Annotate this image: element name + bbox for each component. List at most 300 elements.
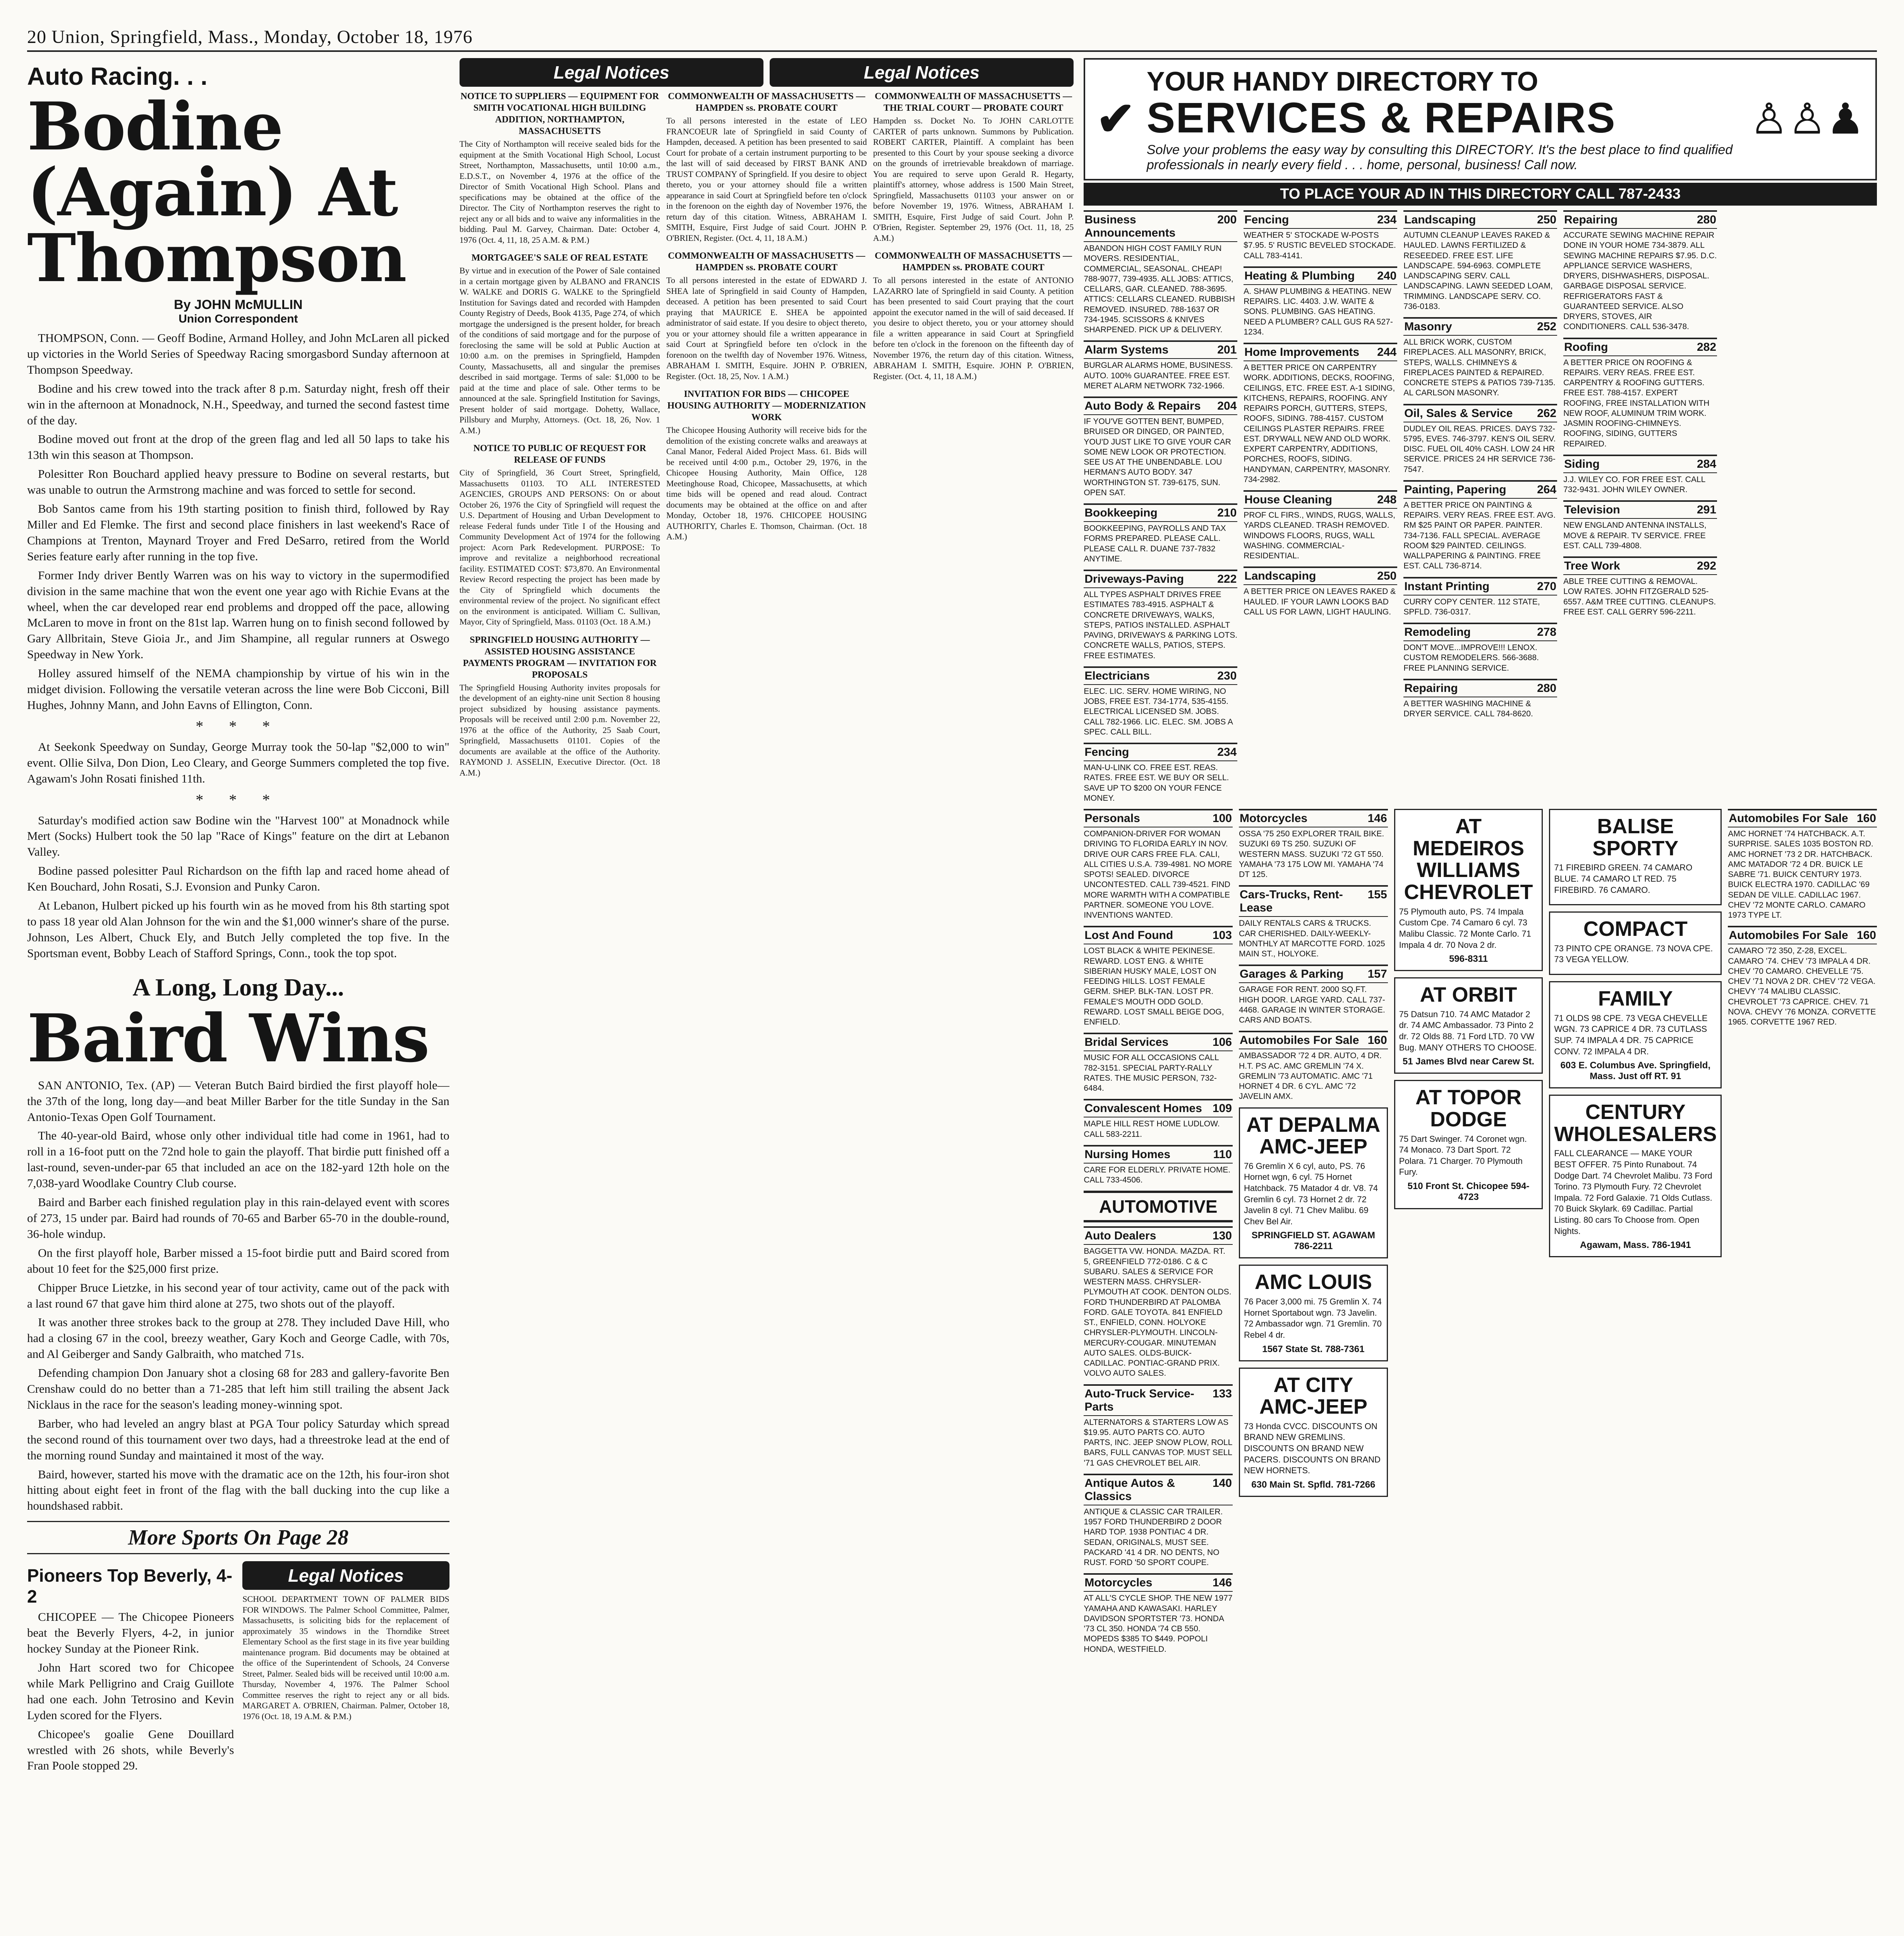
category-listings: COMPANION-DRIVER FOR WOMAN DRIVING TO FLORIDA EARLY IN NOV. DRIVE OUR CARS FREE FLA. CALI, ALL CITIES U.S.A. 739-4981. NO MORE SPOTS! SEALED. DIVORCE UNCONTESTED. CALL 739-4521. FIND MORE WARMTH WITH A COMPATIBLE PARTNER. SOMEONE YOU LOVE. INVENTIONS WANTED. [1084, 829, 1232, 920]
category-listings: ANTIQUE & CLASSIC CAR TRAILER. 1957 FORD THUNDERBIRD 2 DOOR HARD TOP. 1938 PONTIAC 4 DR. SEDAN, ORIGINALS, MUST SEE. PACKARD '41 4 DR. NO DENTS, NO RUST. FORD '50 SPORT COUPE. [1084, 1507, 1223, 1567]
legal-banners [460, 58, 1074, 91]
dealer-address: 596-8311 [1449, 954, 1488, 965]
category-name: Heating & Plumbing [1244, 269, 1355, 282]
classified-subcolumn [1403, 210, 1557, 809]
article-paragraph: Bodine and his crew towed into the track after 8 p.m. Saturday night, fresh off their win in the afternoon at Monadnock, N.H., Speedway, and turned the second fastest time of the day. [27, 381, 449, 427]
category-number: 106 [1212, 1036, 1232, 1049]
notice-title: COMMONWEALTH OF MASSACHUSETTS — HAMPDEN ss. PROBATE COURT [668, 91, 865, 113]
dealer-ad [1549, 911, 1722, 975]
directory-title-line1: YOUR HANDY DIRECTORY TO [1146, 66, 1539, 96]
classified-category [1244, 210, 1397, 261]
category-name: Auto Dealers [1084, 1229, 1156, 1243]
article-paragraph: CHICOPEE — The Chicopee Pioneers beat the Beverly Flyers, 4-2, in junior hockey Sunday at the Pioneer Rink. [27, 1610, 234, 1656]
category-name: Repairing [1404, 681, 1458, 695]
article-paragraph: John Hart scored two for Chicopee while Mark Pelligrino and Craig Guillote had one each. John Tetrosino and Kevin Lyden scored for the Flyers. [27, 1661, 234, 1722]
category-header [1084, 503, 1237, 522]
category-number: 155 [1367, 888, 1387, 901]
legal-notice [666, 388, 867, 542]
legal-notice [460, 634, 660, 778]
classified-category [1239, 885, 1388, 959]
golf-article [27, 1078, 449, 1514]
classified-category [1403, 577, 1557, 618]
dealer-name: FAMILY [1598, 987, 1673, 1011]
category-number: 282 [1697, 340, 1717, 354]
category-name: Motorcycles [1084, 1576, 1153, 1589]
legal-notices-banner: Legal Notices [242, 1561, 449, 1590]
classified-category [1563, 210, 1717, 332]
article-paragraph: Chicopee's goalie Gene Douillard wrestled with 26 shots, while Beverly's Fran Poole stopped 29. [27, 1727, 234, 1773]
racing-article [27, 330, 449, 961]
dealer-address: Agawam, Mass. 786-1941 [1580, 1240, 1691, 1251]
classified-category [1244, 343, 1397, 485]
category-name: Painting, Papering [1404, 483, 1506, 496]
category-header [1403, 577, 1557, 596]
auto-grid [1084, 809, 1877, 1660]
classified-category [1084, 1384, 1233, 1468]
article-paragraph: THOMPSON, Conn. — Geoff Bodine, Armand Holley, and John McLaren all picked up victories in the World Series of Speedway Racing smorgasbord Sunday afternoon at Thompson Speedway. [27, 331, 449, 376]
category-listings: PROF CL FIRS., WINDS, RUGS, WALLS, YARDS CLEANED. TRASH REMOVED. WINDOWS FLOORS, RUGS, WALL WASHING. COMMERCIAL-RESIDENTIAL. [1244, 511, 1395, 560]
automotive-section-header: AUTOMOTIVE [1084, 1191, 1233, 1222]
dealer-ad [1549, 1095, 1722, 1257]
dealer-listings: 71 FIREBIRD GREEN. 74 CAMARO BLUE. 74 CAMARO LT RED. 75 FIREBIRD. 76 CAMARO. [1554, 863, 1693, 895]
category-header [1728, 926, 1877, 944]
category-name: Siding [1564, 457, 1600, 470]
directory-subtitle: Solve your problems the easy way by consulting this DIRECTORY. It's the best place to find qualified professionals in nearly every field . . . home, personal, business! Call now. [1146, 142, 1733, 172]
classified-category [1563, 455, 1717, 495]
category-number: 100 [1212, 812, 1232, 825]
services-directory-header [1084, 58, 1877, 180]
category-name: Driveways-Paving [1084, 573, 1184, 585]
category-name: Automobiles For Sale [1729, 812, 1848, 825]
notice-title: INVITATION FOR BIDS — CHICOPEE HOUSING AUTHORITY — MODERNIZATION WORK [667, 389, 866, 422]
category-listings: LOST BLACK & WHITE PEKINESE. REWARD. LOST ENG. & WHITE SIBERIAN HUSKY MALE, LOST ON FEEDING HILLS. LOST FEMALE GERM. SHEP. BLK-TAN. LOST PR. FEMALE'S MOUTH ODD GOLD. REWARD. LOST SMALL BEIGE DOG, ENFIELD. [1084, 946, 1224, 1026]
category-listings: MUSIC FOR ALL OCCASIONS CALL 782-3151. SPECIAL PARTY-RALLY RATES. THE MUSIC PERSON, 732-6484. [1084, 1053, 1219, 1093]
category-listings: OSSA '75 250 EXPLORER TRAIL BIKE. SUZUKI 69 TS 250. SUZUKI OF WESTERN MASS. SUZUKI '72 GT 550. YAMAHA '73 175 LOW MI. YAMAHA '74 DT 125. [1239, 829, 1384, 879]
dealer-ad [1394, 1080, 1543, 1209]
dealer-listings: 76 Gremlin X 6 cyl, auto, PS. 76 Hornet wgn, 6 cyl. 75 Hornet Hatchback. 75 Matador 4 dr. V8. 74 Gremlin 6 cyl. 73 Hornet 2 dr. 72 Javelin 8 cyl. 71 Chev Malibu. 69 Chev Bel Air. [1244, 1161, 1378, 1226]
category-name: Motorcycles [1240, 812, 1308, 825]
classified-category [1084, 210, 1237, 335]
category-name: Automobiles For Sale [1729, 929, 1848, 942]
byline: By JOHN McMULLIN [174, 297, 303, 312]
dealer-name: AT ORBIT [1420, 983, 1517, 1007]
article-paragraph: At Seekonk Speedway on Sunday, George Murray took the 50-lap "$2,000 to win" event. Ollie Silva, Don Dion, Leo Cleary, and George Summers completed the top five. Agawam's John Rosati finished 11th. [27, 740, 449, 785]
dealer-address: 630 Main St. Spfld. 781-7266 [1251, 1479, 1376, 1490]
category-number: 130 [1212, 1229, 1232, 1243]
category-name: Fencing [1084, 746, 1129, 759]
category-header [1084, 1226, 1233, 1245]
category-name: Landscaping [1404, 213, 1476, 226]
category-name: Fencing [1244, 213, 1289, 226]
classified-category [1728, 809, 1877, 920]
category-number: 204 [1217, 400, 1237, 412]
dealer-name: AT TOPOR DODGE [1415, 1086, 1521, 1131]
category-name: Personals [1084, 812, 1140, 825]
category-header [1239, 885, 1388, 917]
category-header [1563, 556, 1717, 575]
category-header [1084, 926, 1233, 944]
directory-phone-bar: TO PLACE YOUR AD IN THIS DIRECTORY CALL 787-2433 [1084, 183, 1877, 206]
legal-notices-grid [460, 91, 1074, 785]
dealer-ad [1549, 981, 1722, 1088]
notice-body: To all persons interested in the estate of LEO FRANCOEUR late of Springfield in said County of Hampden, deceased. A petition has been presented to said Court for probate of a certain instrument purporting to be the last will of said deceased by FIRST BANK AND TRUST COMPANY of Springfield. If you desire to object thereto, you or your attorney should file a written appearance in said Court at Springfield before ten o'clock in the forenoon on the eighth day of November 1976, the return day of this citation. Witness, ABRAHAM I. SMITH, Esquire, First Judge of said Court. JOHN P. O'BRIEN, Register. (Oct. 4, 11, 18 A.M.) [666, 116, 867, 243]
category-number: 200 [1217, 213, 1237, 226]
category-number: 248 [1377, 493, 1397, 506]
category-name: Automobiles For Sale [1240, 1034, 1359, 1047]
classified-category [1239, 1031, 1388, 1102]
dealer-name: CENTURY WHOLESALERS [1554, 1100, 1717, 1146]
category-number: 280 [1697, 213, 1717, 226]
classified-category [1403, 317, 1557, 398]
classified-subcolumn [1084, 210, 1237, 809]
category-number: 157 [1367, 968, 1387, 981]
baird-headline: Baird Wins [27, 999, 429, 1077]
classified-category [1084, 570, 1237, 661]
sports-column [27, 58, 449, 1936]
legal-notice [873, 91, 1074, 243]
dealer-listings: 73 PINTO CPE ORANGE. 73 NOVA CPE. 73 VEGA YELLOW. [1554, 943, 1713, 965]
category-number: 160 [1856, 812, 1876, 825]
category-header [1084, 396, 1237, 415]
services-grid [1084, 210, 1877, 809]
dealer-ad [1394, 977, 1543, 1074]
classified-category [1563, 556, 1717, 617]
article-paragraph: Baird and Barber each finished regulation play in this rain-delayed event with scores of 273, 15 under par. Baird had rounds of 70-65 and Barber 65-70 in the double-round, 36-hole windup. [27, 1195, 449, 1241]
notice-body: The City of Northampton will receive sealed bids for the equipment at the Smith Vocational High School, Locust Street, Northampton, Massachusetts, until 10:00 a.m., E.D.S.T., on November 4, 1976 at the office of the Director of Smith Vocational High School. Plans and specifications may be obtained at the office of the Director. The City of Northampton reserves the right to reject any or all bids and to waive any informalities in the bidding. Paul M. Garvey, Chairman. Date: October 4, 1976 (Oct. 4, 11, 18, 25 A.M. & P.M.) [459, 139, 660, 245]
classified-subcolumn [1244, 210, 1397, 809]
legal-subcolumn [460, 91, 660, 785]
category-name: Garages & Parking [1240, 968, 1344, 981]
family-figures-icon: ♙♙♟ [1750, 96, 1865, 143]
article-paragraph: It was another three strokes back to the group at 278. They included Dave Hill, who had a closing 67 in the cool, breezy weather, Gary Koch and George Cadle, with 70s, and Al Geiberger and Sandy Galbraith, who matched 71s. [27, 1315, 449, 1361]
notice-title: COMMONWEALTH OF MASSACHUSETTS — HAMPDEN ss. PROBATE COURT [875, 251, 1072, 273]
category-header [1244, 266, 1397, 285]
category-number: 292 [1697, 560, 1717, 572]
dealer-ad [1239, 1265, 1388, 1361]
legal-notice-text: SCHOOL DEPARTMENT TOWN OF PALMER BIDS FOR WINDOWS. The Palmer School Committee, Palmer, Massachusetts, is soliciting bids for the replacement of approximately 35 windows in the Thorndike Street Elementary School as the first stage in its five year building maintenance program. Bid documents may be obtained at the office of the Superintendent of Schools, 24 Converse Street, Palmer. Sealed bids will be received until 10:00 a.m. Thursday, November 4, 1976. The Palmer School Committee reserves the right to reject any or all bids. MARGARET A. O'BRIEN, Chairman. Palmer, October 18, 1976 (Oct. 18, 19 A.M. & P.M.) [242, 1594, 449, 1721]
classified-category [1239, 809, 1388, 880]
dealer-listings: 75 Dart Swinger. 74 Coronet wgn. 74 Monaco. 73 Dart Sport. 72 Polara. 71 Charger. 70 Plymouth Fury. [1399, 1134, 1527, 1177]
notice-body: By virtue and in execution of the Power of Sale contained in a certain mortgage given by ALBANO and FRANCIS W. WALKE and DORIS G. WALKE to the Springfield Institution for Savings dated and recorded with Hampden County Registry of Deeds, Book 4135, Page 274, of which mortgage the undersigned is the present holder, for breach of the conditions of said mortgage and for the purpose of foreclosing the same will be sold at Public Auction at 10:00 a.m. on the premises in Springfield, Hampden County, Massachusetts, all and singular the premises described in said mortgage. Terms of sale: $1,000 to be paid at the time and place of sale. Other terms to be announced at the sale. Springfield Institution for Savings, Present holder of said mortgage. Dohetty, Wallace, Pillsbury and Murphy, Attorneys. (Oct. 18, 26, Nov. 1 A.M.) [459, 266, 660, 435]
legal-notice [873, 250, 1074, 381]
category-listings: BURGLAR ALARMS HOME, BUSINESS. AUTO. 100% GUARANTEE. FREE EST. MERET ALARM NETWORK 732-1966. [1084, 361, 1233, 390]
dealer-name: COMPACT [1583, 917, 1688, 941]
classified-category [1084, 503, 1237, 564]
dealer-address: SPRINGFIELD ST. AGAWAM 786-2211 [1251, 1230, 1375, 1252]
legal-notice [460, 91, 660, 245]
checkmark-icon: ✔ [1096, 93, 1135, 145]
classified-category [1084, 743, 1237, 803]
category-header [1084, 743, 1237, 761]
category-number: 103 [1212, 929, 1232, 942]
category-header [1244, 490, 1397, 509]
classified-category [1403, 480, 1557, 572]
dealer-ad [1239, 1368, 1388, 1497]
category-listings: MAN-U-LINK CO. FREE EST. REAS. RATES. FREE EST. WE BUY OR SELL. SAVE UP TO $200 ON YOUR FENCE MONEY. [1084, 763, 1229, 803]
auto-subcolumn [1239, 809, 1388, 1660]
notice-body: To all persons interested in the estate of ANTONIO LAZARRO late of Springfield in said County. A petition has been presented to said Court praying that the court appoint the executor named in the will of said deceased. If you desire to object thereto, you or your attorney should file a written appearance in said Court at Springfield before ten o'clock in the forenoon on the fifteenth day of November 1976, the return day of this citation. Witness, ABRAHAM I. SMITH, Esquire. JOHN P. O'BRIEN, Register. (Oct. 4, 11, 18 A.M.) [873, 275, 1074, 381]
dealer-ad [1239, 1107, 1388, 1259]
category-number: 110 [1213, 1148, 1232, 1161]
category-name: Instant Printing [1404, 580, 1490, 593]
category-listings: CURRY COPY CENTER. 112 STATE, SPFLD. 736-0317. [1403, 597, 1540, 616]
article-paragraph: At Lebanon, Hulbert picked up his fourth win as he moved from his 8th starting spot to pass 18 year old Alan Johnson for the win and the $1,000 winner's share of the purse. Johnson, Les Albert, Chuck Ely, and Butch Jelly completed the top five. In the Sportsman event, Bobby Leach of Stafford Springs, Conn., took the top spot. [27, 899, 449, 960]
notice-title: NOTICE TO PUBLIC OF REQUEST FOR RELEASE OF FUNDS [473, 443, 647, 465]
auto-racing-kicker: Auto Racing. . . [27, 62, 208, 90]
classified-category [1403, 679, 1557, 719]
classified-category [1403, 404, 1557, 475]
auto-subcolumn [1549, 809, 1722, 1660]
classified-category [1084, 1099, 1233, 1140]
category-listings: BAGGETTA VW. HONDA. MAZDA. RT. 5, GREENFIELD 772-0186. C & C SUBARU. SALES & SERVICE FOR WESTERN MASS. CHRYSLER-PLYMOUTH AT COOK. DENTON OLDS. FORD THUNDERBIRD AT PALOMBA FORD. GALE TOYOTA. 841 ENFIELD ST., ENFIELD, CONN. HOLYOKE CHRYSLER-PLYMOUTH. LINCOLN-MERCURY-COUGAR. MINUTEMAN AUTO SALES. OLDS-BUICK-CADILLAC. PONTIAC-GRAND PRIX. VOLVO AUTO SALES. [1084, 1247, 1232, 1378]
category-name: Oil, Sales & Service [1404, 407, 1513, 420]
category-listings: A BETTER PRICE ON CARPENTRY WORK. ADDITIONS, DECKS, ROOFING, CEILINGS, ETC. FREE EST. A-1 SIDING, KITCHENS, REPAIRS, ROOFING. ANY REPAIRS PORCH, GUTTERS, STEPS, ROOFS, SIDING. 788-4157. CUSTOM CEILINGS PLASTER REPAIRS. FREE EST. DRYWALL NEW AND OLD WORK. EXPERT CARPENTRY, ADDITIONS, PORCHES, ROOFS, SIDING. HANDYMAN, CARPENTRY, MASONRY. 734-2982. [1244, 363, 1395, 484]
category-header [1084, 210, 1237, 242]
article-paragraph: On the first playoff hole, Barber missed a 15-foot birdie putt and Baird scored from about 10 feet for the $25,000 first prize. [27, 1246, 449, 1275]
category-name: Convalescent Homes [1084, 1102, 1202, 1115]
auto-subcolumn [1084, 809, 1233, 1660]
category-name: Television [1564, 503, 1620, 517]
article-paragraph: Chipper Bruce Lietzke, in his second year of tour activity, came out of the pack with a last round 67 that gave him third alone at 275, two shots out of the playoff. [27, 1280, 449, 1310]
category-header [1728, 809, 1877, 827]
page-columns [27, 58, 1877, 1936]
legal-notice [666, 91, 867, 243]
category-number: 146 [1212, 1576, 1232, 1589]
dealer-name: AMC LOUIS [1254, 1270, 1372, 1294]
category-number: 244 [1377, 346, 1397, 359]
category-name: Tree Work [1564, 560, 1620, 572]
classified-category [1084, 340, 1237, 391]
article-paragraph: The 40-year-old Baird, whose only other individual title had come in 1961, had to roll in a 16-foot putt on the 72nd hole to gain the playoff. That birdie putt finished off a last-round, seven-under-par 65 that included an ace on the 182-yard 12th hole on the 7,038-yard Woodlake Country Club course. [27, 1129, 449, 1190]
section-stars: * * * [196, 717, 281, 735]
classified-category [1084, 1226, 1233, 1378]
category-number: 109 [1212, 1102, 1232, 1115]
dealer-listings: 75 Datsun 710. 74 AMC Matador 2 dr. 74 AMC Ambassador. 73 Pinto 2 dr. 72 Olds 88. 71 Ford LTD. 70 VW Bug. MANY OTHERS TO CHOOSE. [1399, 1009, 1537, 1052]
category-listings: AMC HORNET '74 HATCHBACK. A.T. SURPRISE. SALES 1035 BOSTON RD. AMC HORNET '73 2 DR. HATCHBACK. AMC MATADOR '72 4 DR. BUICK LE SABRE '71. BUICK CENTURY 1973. BUICK ELECTRA 1970. CADILLAC '69 SEDAN DE VILLE. CADILLAC 1967. CHEV '72 MONTE CARLO. CAMARO 1973 TYPE LT. [1728, 829, 1873, 920]
category-listings: DAILY RENTALS CARS & TRUCKS. CAR CHERISHED. DAILY-WEEKLY-MONTHLY AT MARCOTTE FORD. 1025 MAIN ST., HOLYOKE. [1239, 919, 1385, 958]
classified-category [1244, 490, 1397, 561]
article-paragraph: Polesitter Ron Bouchard applied heavy pressure to Bodine on several restarts, but was unable to outrun the Armstrong machine and was forced to settle for second. [27, 467, 449, 497]
category-header [1403, 480, 1557, 499]
category-name: House Cleaning [1244, 493, 1332, 506]
classified-category [1244, 266, 1397, 337]
section-stars: * * * [196, 791, 281, 808]
article-paragraph: SAN ANTONIO, Tex. (AP) — Veteran Butch Baird birdied the first playoff hole—the 37th of the long, long day—and beat Miller Barber for the title Sunday in the San Antonio-Texas Open Golf Tournament. [27, 1078, 449, 1124]
category-header [1084, 1384, 1233, 1416]
category-header [1563, 455, 1717, 473]
category-number: 160 [1856, 929, 1876, 942]
category-header [1244, 566, 1397, 585]
pioneers-article [27, 1561, 234, 1777]
category-number: 240 [1377, 269, 1397, 282]
legal-notice-box [242, 1561, 449, 1777]
classified-subcolumn [1723, 210, 1877, 809]
legal-notices-banner: Legal Notices [770, 58, 1074, 87]
dealer-listings: FALL CLEARANCE — MAKE YOUR BEST OFFER. 75 Pinto Runabout. 74 Dodge Dart. 74 Chevrolet Malibu. 73 Ford Torino. 73 Plymouth Fury. 72 Chevrolet Impala. 72 Ford Galaxie. 71 Olds Cutlass. 70 Buick Skylark. 69 Cadillac. Partial Listing. 80 cars To Choose from. Open Nights. [1554, 1148, 1712, 1236]
category-listings: AUTUMN CLEANUP LEAVES RAKED & HAULED. LAWNS FERTILIZED & RESEEDED. FREE EST. LIFE LANDSCAPE. 594-6963. COMPLETE LANDSCAPING SERV. CALL LANDSCAPING. LAWN SEEDED LOAM, TRIMMING. LANDSCAPE SERV. CO. 736-0183. [1403, 231, 1553, 311]
classified-category [1084, 1033, 1233, 1093]
article-paragraph: Barber, who had leveled an angry blast at PGA Tour policy Saturday which spread the second round of this tournament over two days, had a threestroke lead at the end of the morning round Sunday and maintained it most of the way. [27, 1416, 449, 1462]
dealer-ad [1394, 809, 1543, 971]
dealer-name: AT MEDEIROS WILLIAMS CHEVROLET [1404, 815, 1533, 904]
article-paragraph: Holley assured himself of the NEMA championship by virtue of his win in the midget division. Following the versatile veteran across the line were Bob Cicconi, Bill Hughes, Johnny Mann, and John Eavns of Ellington, Conn. [27, 666, 449, 712]
notice-title: COMMONWEALTH OF MASSACHUSETTS — HAMPDEN ss. PROBATE COURT [668, 251, 865, 273]
category-listings: ABANDON HIGH COST FAMILY RUN MOVERS. RESIDENTIAL, COMMERCIAL, SEASONAL. CHEAP! 788-9077, 739-4935. ALL JOBS: ATTICS, CELLARS, GAR. CLEANED. 788-3695. ATTICS: CELLARS CLEANED. RUBBISH REMOVED. INSURED. 788-1637 OR 734-1945. SCISSORS & KNIVES SHARPENED. PICK UP & DELIVERY. [1084, 244, 1235, 334]
category-number: 252 [1537, 320, 1557, 333]
category-listings: ALL BRICK WORK, CUSTOM FIREPLACES. ALL MASONRY, BRICK, STEPS, WALLS. CHIMNEYS & FIREPLACES PAINTED & REPAIRED. CONCRETE STEPS & PATIOS 739-7135. AL CARLSON MASONRY. [1403, 338, 1556, 398]
dealer-address: 603 E. Columbus Ave. Springfield, Mass. Just off RT. 91 [1560, 1060, 1711, 1082]
category-header [1084, 570, 1237, 588]
category-header [1084, 1145, 1233, 1164]
category-listings: A BETTER PRICE ON LEAVES RAKED & HAULED. IF YOUR LAWN LOOKS BAD CALL US FOR LAWN, LIGHT HAULING. [1244, 587, 1396, 616]
dealer-name: AT DEPALMA AMC-JEEP [1246, 1113, 1381, 1159]
legal-notice [460, 252, 660, 436]
classified-category [1084, 666, 1237, 737]
category-header [1403, 679, 1557, 697]
category-number: 210 [1217, 506, 1237, 519]
classified-category [1084, 396, 1237, 498]
category-listings: ELEC. LIC. SERV. HOME WIRING, NO JOBS, FREE EST. 734-1774, 535-4155. ELECTRICAL LICENSED SM. JOBS. CALL 782-1966. LIC. ELEC. SM. JOBS A SPEC. CALL BILL. [1084, 687, 1233, 736]
classified-category [1239, 965, 1388, 1025]
classified-category [1084, 1145, 1233, 1186]
dealer-address: 51 James Blvd near Carew St. [1402, 1056, 1535, 1067]
category-header [1239, 809, 1388, 827]
category-listings: MAPLE HILL REST HOME LUDLOW. CALL 583-2211. [1084, 1119, 1220, 1139]
category-number: 234 [1377, 213, 1397, 226]
category-number: 250 [1377, 570, 1397, 583]
dealer-address: 510 Front St. Chicopee 594-4723 [1407, 1181, 1530, 1202]
notice-body: City of Springfield, 36 Court Street, Springfield, Massachusetts 01103. TO ALL INTERESTED AGENCIES, GROUPS AND PERSONS: On or about October 26, 1976 the City of Springfield will request the U.S. Department of Housing and Urban Development to release Federal funds under Title I of the Housing and Community Development Act of 1974 for the following project: Acorn Park Redevelopment. PURPOSE: To improve and revitalize a neighborhood recreational facility. ESTIMATED COST: $73,870. An Environmental Review Record respecting the project has been made by the City of Springfield which documents the environmental review of the project. No significant effect on the environment is anticipated. William C. Sullivan, Mayor, City of Springfield, Mass. 01103 (Oct. 18 A.M.) [459, 468, 660, 626]
classified-category [1084, 926, 1233, 1027]
category-header [1084, 666, 1237, 685]
category-name: Alarm Systems [1084, 343, 1169, 357]
long-day-headline: A Long, Long Day... [132, 973, 344, 1001]
category-listings: CARE FOR ELDERLY. PRIVATE HOME. CALL 733-4506. [1084, 1165, 1231, 1184]
category-number: 140 [1212, 1476, 1232, 1490]
classified-category [1084, 1474, 1233, 1568]
classified-category [1563, 500, 1717, 551]
article-paragraph: Bodine passed polesitter Paul Richardson on the fifth lap and raced home ahead of Ken Bouchard, John Rosati, S.J. Evonsion and Punky Caron. [27, 864, 449, 894]
category-listings: NEW ENGLAND ANTENNA INSTALLS, MOVE & REPAIR. TV SERVICE. FREE EST. CALL 739-4808. [1563, 521, 1707, 550]
category-header [1239, 1031, 1388, 1049]
more-sports-link: More Sports On Page 28 [27, 1521, 449, 1554]
category-name: Auto Body & Repairs [1084, 400, 1201, 412]
auto-subcolumn [1728, 809, 1877, 1660]
legal-subcolumn [873, 91, 1074, 785]
category-number: 264 [1537, 483, 1557, 496]
category-number: 133 [1212, 1387, 1232, 1400]
category-listings: A. SHAW PLUMBING & HEATING. NEW REPAIRS. LIC. 4403. J.W. WAITE & SONS. PLUMBING. GAS HEATING. NEED A PLUMBER? CALL GUS RA 527-1234. [1244, 287, 1393, 336]
category-listings: AT ALL'S CYCLE SHOP. THE NEW 1977 YAMAHA AND KAWASAKI. HARLEY DAVIDSON SPORTSTER '73. HONDA '73 CL 350. HONDA '74 CB 550. MOPEDS $385 TO $449. POPOLI HONDA, WESTFIELD. [1084, 1594, 1233, 1654]
category-listings: WEATHER 5' STOCKADE W-POSTS $7.95. 5' RUSTIC BEVELED STOCKADE. CALL 783-4141. [1244, 231, 1396, 260]
category-number: 230 [1217, 669, 1237, 682]
dealer-listings: 71 OLDS 98 CPE. 73 VEGA CHEVELLE WGN. 73 CAPRICE 4 DR. 73 CUTLASS SUP. 74 IMPALA 4 DR. 75 CAPRICE CONV. 72 IMPALA 4 DR. [1554, 1013, 1708, 1056]
notice-body: To all persons interested in the estate of EDWARD J. SHEA late of Springfield in said County of Hampden, deceased. A petition has been presented to said Court praying that MAURICE E. SHEA be appointed administrator of said estate. If you desire to object thereto, you or your attorney should file a written appearance in said Court at Springfield before ten o'clock in the forenoon on the twelfth day of November 1976. Witness, ABRAHAM I. SMITH, Esquire. JOHN P. O'BRIEN, Register. (Oct. 18, 25, Nov. 1 A.M.) [666, 275, 867, 381]
category-number: 250 [1537, 213, 1557, 226]
classified-subcolumn [1563, 210, 1717, 809]
category-name: Home Improvements [1244, 346, 1360, 359]
category-header [1084, 809, 1233, 827]
category-name: Roofing [1564, 340, 1608, 354]
category-name: Electricians [1084, 669, 1150, 682]
category-listings: A BETTER PRICE ON PAINTING & REPAIRS. VERY REAS. FREE EST. AVG. RM $25 PAINT OR PAPER. PAINTER. 734-7136. FALL SPECIAL. AVERAGE ROOM $29 PAINTED. CEILINGS. WALLPAPERING & PAINTING. FREE EST. CALL 736-8714. [1403, 500, 1556, 571]
category-header [1084, 1033, 1233, 1051]
dealer-listings: 75 Plymouth auto, PS. 74 Impala Custom Cpe. 74 Camaro 6 cyl. 73 Malibu Classic. 72 Monte Carlo. 71 Impala 4 dr. 70 Nova 2 dr. [1399, 906, 1531, 950]
category-header [1244, 343, 1397, 361]
category-header [1563, 500, 1717, 519]
category-number: 234 [1217, 746, 1237, 759]
bodine-headline: Bodine (Again) At Thompson [27, 88, 406, 297]
category-header [1084, 1099, 1233, 1117]
legal-notice [666, 250, 867, 381]
category-name: Repairing [1564, 213, 1618, 226]
classified-category [1728, 926, 1877, 1027]
article-paragraph: Bob Santos came from his 19th starting position to finish third, followed by Ray Miller and Ed Flemke. The first and second place finishers in last weekend's Race of Champions at Trenton, Maynard Troyer and Fred DeSarro, retired from the World Series feature early after running in the top five. [27, 502, 449, 563]
category-header [1403, 210, 1557, 229]
legal-column [460, 58, 1074, 1936]
category-listings: A BETTER PRICE ON ROOFING & REPAIRS. VERY REAS. FREE EST. CARPENTRY & ROOFING GUTTERS. FREE EST. 788-4157. EXPERT ROOFING, FREE INSTALLATION WITH NEW ROOF, ALUMINUM TRIM WORK. JASMIN ROOFING-CHIMNEYS. ROOFING, SIDING, GUTTERS REPAIRED. [1563, 358, 1710, 448]
bottom-split [27, 1561, 449, 1777]
category-header [1403, 623, 1557, 641]
legal-notices-banner: Legal Notices [460, 58, 763, 87]
category-header [1084, 1474, 1233, 1505]
notice-title: NOTICE TO SUPPLIERS — EQUIPMENT FOR SMITH VOCATIONAL HIGH BUILDING ADDITION, NORTHAMPTON, MASSACHUSETTS [460, 91, 659, 136]
category-header [1403, 404, 1557, 422]
category-name: Bridal Services [1084, 1036, 1169, 1049]
category-header [1239, 965, 1388, 983]
category-name: Remodeling [1404, 626, 1471, 638]
category-name: Nursing Homes [1084, 1148, 1171, 1161]
category-number: 270 [1537, 580, 1557, 593]
category-name: Antique Autos & Classics [1084, 1476, 1175, 1503]
category-header [1084, 340, 1237, 359]
category-listings: A BETTER WASHING MACHINE & DRYER SERVICE. CALL 784-8620. [1403, 699, 1533, 718]
auto-subcolumn [1394, 809, 1543, 1660]
legal-subcolumn [666, 91, 867, 785]
category-name: Cars-Trucks, Rent-Lease [1240, 888, 1343, 915]
category-listings: J.J. WILEY CO. FOR FREE EST. CALL 732-9431. JOHN WILEY OWNER. [1563, 475, 1705, 494]
category-number: 146 [1367, 812, 1387, 825]
category-listings: ALL TYPES ASPHALT DRIVES FREE ESTIMATES 783-4915. ASPHALT & CONCRETE DRIVEWAYS, WALKS, STEPS, PATIOS INSTALLED. ASPHALT PAVING, DRIVEWAYS & PARKING LOTS. CONCRETE WALLS, PATIOS, STEPS. FREE ESTIMATES. [1084, 590, 1238, 660]
dealer-address: 1567 State St. 788-7361 [1262, 1344, 1365, 1354]
pioneers-headline: Pioneers Top Beverly, 4-2 [27, 1565, 233, 1607]
category-name: Business Announcements [1084, 213, 1176, 239]
category-listings: DUDLEY OIL REAS. PRICES. DAYS 732-5795, EVES. 746-3797. KEN'S OIL SERV. DISC. FUEL OIL 40% CASH. LOW 24 HR SERVICE. PRICES 24 HR SERVICE 736-7547. [1403, 424, 1556, 474]
dealer-ad [1549, 809, 1722, 905]
byline-role: Union Correspondent [178, 312, 298, 325]
category-number: 262 [1537, 407, 1557, 420]
category-header [1084, 1573, 1233, 1592]
category-listings: IF YOU'VE GOTTEN BENT, BUMPED, BRUISED OR DINGED, OR PAINTED, YOU'D JUST LIKE TO GIVE YOUR CAR SOME NEW LOOK OR PROTECTION. SEE US AT THE UNBENDABLE. LOU HERMAN'S AUTO BODY. 347 WORTHINGTON ST. 739-6175, SUN. OPEN SAT. [1084, 417, 1231, 497]
category-name: Bookkeeping [1084, 506, 1158, 519]
category-listings: GARAGE FOR RENT. 2000 SQ.FT. HIGH DOOR. LARGE YARD. CALL 737-4468. GARAGE IN WINTER STORAGE. CARS AND BOATS. [1239, 985, 1385, 1025]
article-paragraph: Former Indy driver Bently Warren was on his way to victory in the supermodified division in the same machine that won the event one year ago with Richie Evans at the wheel, when the car developed rear end problems and dropped off the pace, allowing McLaren to move in front on the 81st lap. Warren hung on to finish second followed by Gary Allbritain, Steve Gioia Jr., and Jim Shampine, all regular runners at Oswego Speedway in New York. [27, 568, 449, 661]
category-number: 201 [1217, 343, 1237, 357]
directory-title-line2: SERVICES & REPAIRS [1146, 94, 1616, 142]
category-header [1563, 210, 1717, 229]
category-number: 284 [1697, 457, 1717, 470]
notice-title: SPRINGFIELD HOUSING AUTHORITY — ASSISTED HOUSING ASSISTANCE PAYMENTS PROGRAM — INVITATION FOR PROPOSALS [463, 635, 657, 680]
category-number: 160 [1367, 1034, 1387, 1047]
classified-category [1403, 210, 1557, 312]
category-number: 280 [1537, 681, 1557, 695]
notice-body: The Springfield Housing Authority invites proposals for the development of an eighty-nine unit Section 8 housing project subsidized by housing assistance payments. Proposals will be received until 2:00 p.m. November 22, 1976 at the office of the Authority, 25 Saab Court, Springfield, Massachusetts 01101. Copies of the documents are available at the office of the Authority. RAYMOND J. ASSELIN, Executive Director. (Oct. 18 A.M.) [459, 682, 660, 777]
article-paragraph: Saturday's modified action saw Bodine win the "Harvest 100" at Monadnock while Mert (Socks) Hulbert took the 50 lap "Race of Kings" feature on the dirt at Lebanon Valley. [27, 813, 449, 859]
classified-category [1244, 566, 1397, 617]
notice-body: The Chicopee Housing Authority will receive bids for the demolition of the existing concrete walks and areaways at Canal Manor, Federal Aided Project Mass. 61. Bids will be received until 4:00 p.m., October 29, 1976, in the Chicopee Housing Authority, Main Office, 128 Meetinghouse Road, Chicopee, Massachusetts, at which time bids will be opened and read aloud. Contract documents may be obtained at the office on and after Monday, October 18, 1976. CHICOPEE HOUSING AUTHORITY, Charles E. Thomson, Chairman. (Oct. 18 A.M.) [666, 425, 867, 541]
legal-notice [460, 443, 660, 627]
classified-category [1403, 623, 1557, 673]
